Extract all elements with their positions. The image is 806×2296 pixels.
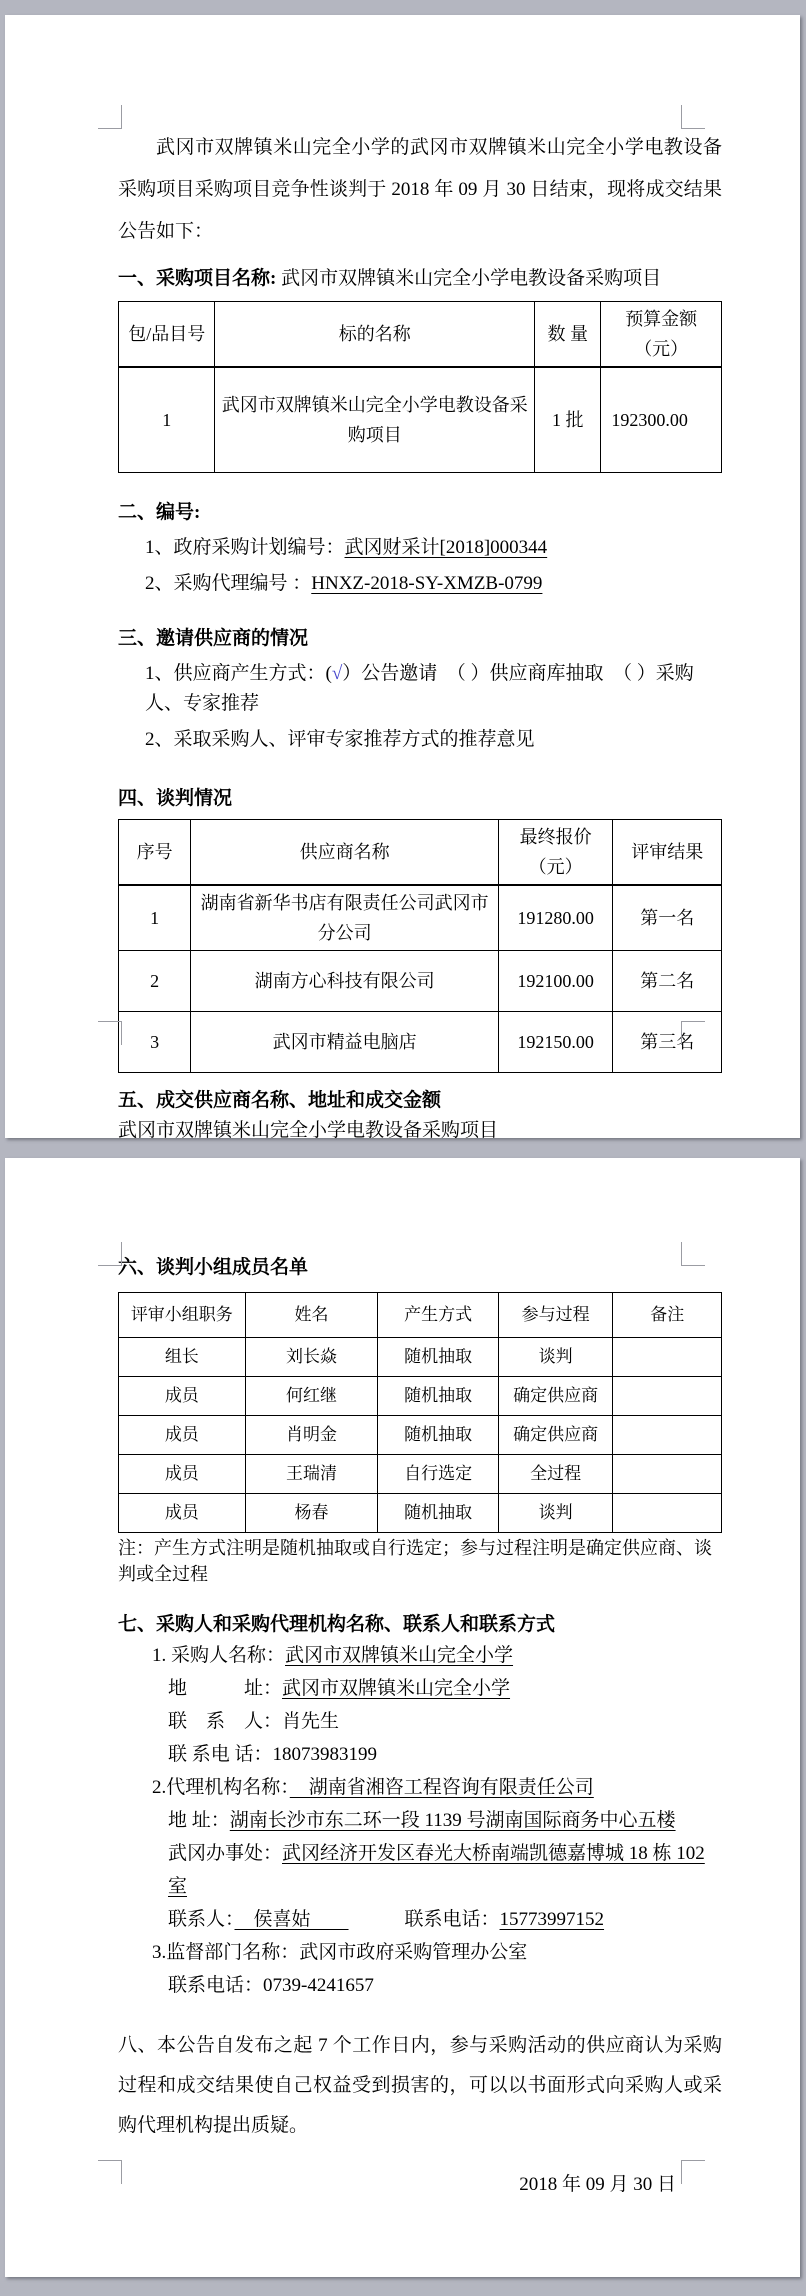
table-row [119,1416,722,1455]
table-cell: 随机抽取 [378,1338,499,1377]
table-cell: 3 [119,1012,191,1073]
table-cell: 成员 [119,1494,246,1533]
table-cell: 湖南省新华书店有限责任公司武冈市分公司 [191,885,499,951]
table-cell [613,1416,722,1455]
negotiation-result-table [118,819,722,1073]
team-table-note: 注：产生方式注明是随机抽取或自行选定；参与过程注明是确定供应商、谈判或全过程 [118,1538,712,1584]
negotiation-team-table [118,1292,722,1533]
table-cell: 随机抽取 [378,1416,499,1455]
table-row [119,951,722,1012]
supervisor-phone-label: 联系电话： [168,1975,264,1996]
buyer-address-line [168,1672,722,1705]
agency-name-label: 2.代理机构名称： [152,1777,290,1798]
table-cell: 成员 [119,1455,246,1494]
crop-mark-icon [98,2160,122,2184]
column-header: 最终报价（元） [498,820,613,886]
agency-name-value: 湖南省湘咨工程咨询有限责任公司 [289,1777,594,1798]
section-8-paragraph: 八、本公告自发布之起 7 个工作日内，参与采购活动的供应商认为采购过程和成交结果使自己权益受到损害的，可以以书面形式向采购人或采购代理机构提出质疑。 [118,2035,722,2136]
crop-mark-icon [98,1242,122,1266]
crop-mark-icon [98,105,122,129]
table-cell: 王瑞清 [245,1455,378,1494]
table-cell: 谈判 [498,1494,613,1533]
agency-number-value: HNXZ-2018-SY-XMZB-0799 [311,573,543,594]
buyer-phone-line [168,1738,722,1771]
table-cell: 杨春 [245,1494,378,1533]
agency-phone-value: 15773997152 [499,1909,605,1930]
agency-contact-label: 联系人： [168,1909,235,1930]
table-cell [613,1455,722,1494]
column-header: 序号 [119,820,191,886]
section-6-heading: 六、谈判小组成员名单 [118,1257,309,1278]
supervisor-phone-value: 0739-4241657 [263,1975,374,1996]
column-header: 参与过程 [498,1293,613,1338]
crop-mark-icon [681,2160,705,2184]
column-header: 备注 [613,1293,722,1338]
table-cell: 192300.00 [601,367,722,473]
buyer-name-line [152,1639,722,1672]
section-3-heading: 三、邀请供应商的情况 [118,628,309,649]
table-cell [613,1377,722,1416]
section-1-heading [118,265,722,293]
table-row [119,1455,722,1494]
crop-mark-icon [98,1021,122,1045]
table-row [119,1338,722,1377]
procurement-item-table [118,301,722,473]
table-cell: 确定供应商 [498,1377,613,1416]
column-header: 包/品目号 [119,302,215,368]
column-header: 数 量 [535,302,601,368]
table-cell: 全过程 [498,1455,613,1494]
table-cell: 成员 [119,1377,246,1416]
agency-number-label: 2、采购代理编号 ： [145,573,312,594]
supervisor-name-value: 武冈市政府采购管理办公室 [299,1942,528,1963]
table-cell: 武冈市双牌镇米山完全小学电教设备采购项目 [215,367,535,473]
table-cell [613,1338,722,1377]
table-cell: 192150.00 [498,1012,613,1073]
table-cell: 第一名 [613,885,722,951]
section-2-heading: 二、编号: [118,502,201,523]
table-cell: 组长 [119,1338,246,1377]
buyer-name-value: 武冈市双牌镇米山完全小学 [285,1645,514,1666]
supplier-method-options: ）公告邀请 （ ）供应商库抽取 （ ）采购人、专家推荐 [145,663,694,714]
buyer-contact-value: 肖先生 [282,1711,340,1732]
column-header: 姓名 [245,1293,378,1338]
agency-name-line [152,1771,722,1804]
supervisor-name-line [152,1936,722,1969]
table-cell: 成员 [119,1416,246,1455]
table-cell: 随机抽取 [378,1494,499,1533]
agency-number-line [145,569,722,599]
buyer-name-label: 1. 采购人名称： [152,1645,286,1666]
table-cell: 1 [119,885,191,951]
agency-office-value: 武冈经济开发区春光大桥南端凯德嘉博城 18 栋 102 室 [168,1843,705,1897]
buyer-contact-line [168,1705,722,1738]
table-cell: 192100.00 [498,951,613,1012]
intro-paragraph: 武冈市双牌镇米山完全小学的武冈市双牌镇米山完全小学电教设备采购项目采购项目竞争性谈判于 2018 年 09 月 30 日结束，现将成交结果公告如下： [118,137,722,242]
table-cell: 第三名 [613,1012,722,1073]
column-header: 评审小组职务 [119,1293,246,1338]
checkmark-icon: √ [331,663,343,684]
agency-address-label: 地 址： [168,1810,230,1831]
table-cell: 第二名 [613,951,722,1012]
column-header: 产生方式 [378,1293,499,1338]
table-cell: 何红继 [245,1377,378,1416]
table-row [119,367,722,473]
column-header: 评审结果 [613,820,722,886]
agency-contact-line [168,1903,722,1936]
table-cell: 肖明金 [245,1416,378,1455]
supplier-method-prefix: 1、供应商产生方式：( [145,663,332,684]
plan-number-line [145,533,722,563]
plan-number-label: 1、政府采购计划编号： [145,537,345,558]
document-page-1 [5,15,800,1138]
buyer-address-label: 地 址： [168,1678,283,1699]
table-cell: 随机抽取 [378,1377,499,1416]
recommend-opinion-line: 2、采取采购人、评审专家推荐方式的推荐意见 [145,729,535,750]
table-cell: 191280.00 [498,885,613,951]
section-5-heading: 五、成交供应商名称、地址和成交金额 [118,1090,442,1111]
table-cell: 刘长焱 [245,1338,378,1377]
agency-phone-label: 联系电话： [404,1909,500,1930]
agency-contact-value: 侯喜姑 [234,1909,349,1930]
buyer-address-value: 武冈市双牌镇米山完全小学 [282,1678,511,1699]
column-header: 供应商名称 [191,820,499,886]
page-2-content [5,1158,800,2205]
table-cell: 湖南方心科技有限公司 [191,951,499,1012]
buyer-phone-label: 联 系电 话： [168,1744,273,1765]
supplier-method-line [145,659,722,719]
table-cell: 2 [119,951,191,1012]
table-cell [613,1494,722,1533]
section-1-label: 一、采购项目名称: [118,268,277,289]
table-cell: 1 批 [535,367,601,473]
buyer-contact-label: 联 系 人： [168,1711,283,1732]
plan-number-value: 武冈财采计[2018]000344 [344,537,548,558]
section-1-project-name: 武冈市双牌镇米山完全小学电教设备采购项目 [281,268,662,289]
table-row [119,1377,722,1416]
section-7-heading: 七、采购人和采购代理机构名称、联系人和联系方式 [118,1614,556,1635]
column-header: 预算金额（元） [601,302,722,368]
agency-address-line [168,1804,722,1837]
table-header-row [119,820,722,886]
table-header-row [119,302,722,368]
table-cell: 武冈市精益电脑店 [191,1012,499,1073]
section-4-heading: 四、谈判情况 [118,788,233,809]
table-row [119,1012,722,1073]
winning-project-line: 武冈市双牌镇米山完全小学电教设备采购项目 [118,1120,499,1138]
buyer-phone-value: 18073983199 [272,1744,378,1765]
announcement-date: 2018 年 09 月 30 日 [519,2174,676,2195]
table-cell: 1 [119,367,215,473]
page-1-content [5,15,800,1138]
table-header-row [119,1293,722,1338]
agency-office-label: 武冈办事处： [168,1843,283,1864]
table-row [119,1494,722,1533]
column-header: 标的名称 [215,302,535,368]
supervisor-phone-line [168,1969,722,2002]
crop-mark-icon [681,1242,705,1266]
table-cell: 自行选定 [378,1455,499,1494]
supervisor-name-label: 3.监督部门名称： [152,1942,300,1963]
table-cell: 确定供应商 [498,1416,613,1455]
crop-mark-icon [681,105,705,129]
table-row [119,885,722,951]
agency-address-value: 湖南长沙市东二环一段 1139 号湖南国际商务中心五楼 [229,1810,676,1831]
table-cell: 谈判 [498,1338,613,1377]
document-page-2 [5,1158,800,2277]
agency-office-line [168,1837,722,1903]
crop-mark-icon [681,1021,705,1045]
